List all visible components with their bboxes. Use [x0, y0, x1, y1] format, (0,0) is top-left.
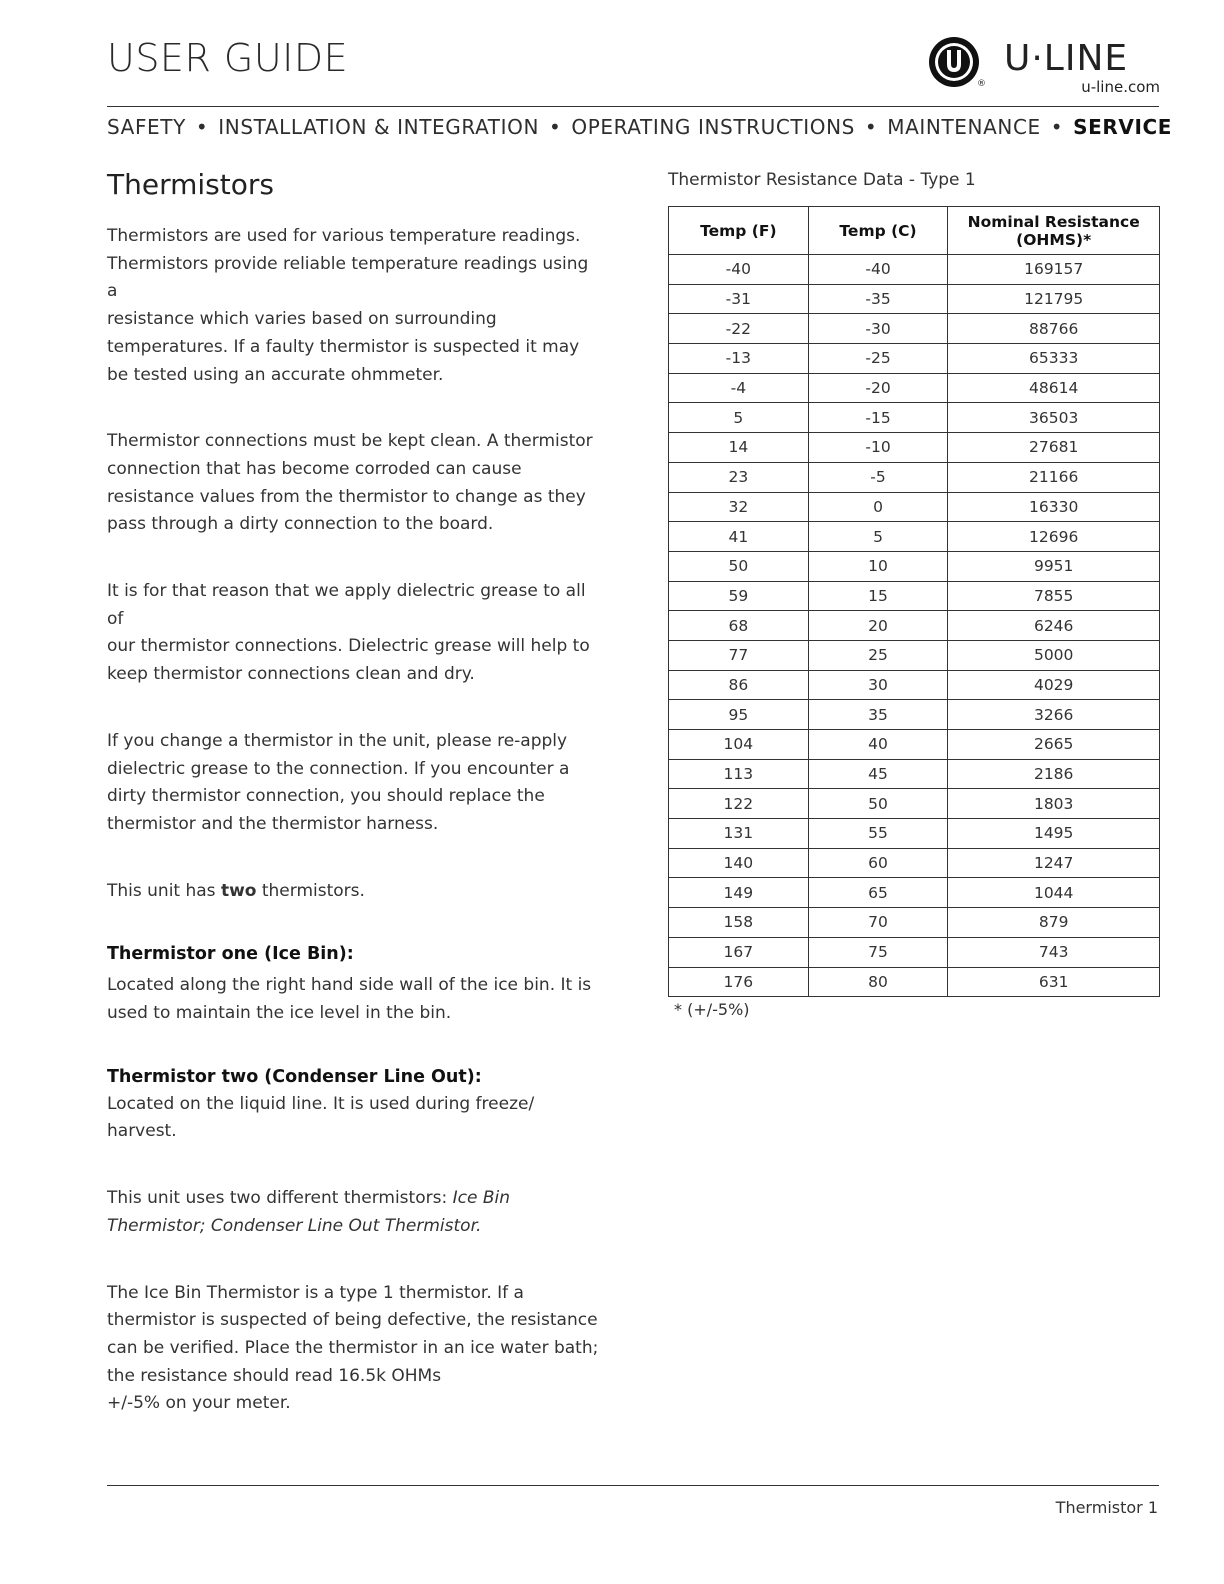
paragraph — [107, 1091, 602, 1146]
text-line: dirty thermistor connection, you should replace the — [107, 786, 545, 807]
paragraph — [107, 972, 602, 1027]
cell-temp-c: -10 — [808, 433, 948, 463]
registered-mark: ® — [977, 79, 986, 89]
cell-resistance: 1247 — [948, 848, 1160, 878]
cell-resistance: 88766 — [948, 314, 1160, 344]
paragraph — [107, 428, 602, 539]
cell-resistance: 2665 — [948, 730, 1160, 760]
cell-temp-f: 68 — [669, 611, 809, 641]
table-row — [669, 314, 1160, 344]
text-line: the resistance should read 16.5k OHMs — [107, 1365, 442, 1386]
cell-temp-c: 30 — [808, 670, 948, 700]
text-line: our thermistor connections. Dielectric grease will help to — [107, 636, 590, 657]
cell-resistance: 4029 — [948, 670, 1160, 700]
cell-temp-f: 176 — [669, 967, 809, 997]
table-footnote: * (+/-5%) — [674, 1000, 750, 1020]
cell-temp-c: -40 — [808, 255, 948, 285]
cell-temp-c: 40 — [808, 730, 948, 760]
cell-temp-c: 15 — [808, 581, 948, 611]
cell-temp-c: 0 — [808, 492, 948, 522]
table-row — [669, 255, 1160, 285]
table-row — [669, 403, 1160, 433]
cell-temp-f: -4 — [669, 373, 809, 403]
cell-resistance: 3266 — [948, 700, 1160, 730]
text-line: temperatures. If a faulty thermistor is suspected it may — [107, 336, 580, 357]
cell-temp-c: 10 — [808, 551, 948, 581]
text-span: This unit has — [107, 880, 221, 901]
logo-wordmark: U·LINE — [1004, 38, 1129, 79]
cell-temp-f: 41 — [669, 522, 809, 552]
paragraph — [107, 223, 602, 389]
table-row — [669, 937, 1160, 967]
text-line: connection that has become corroded can cause — [107, 458, 522, 479]
header-temp-f: Temp (F) — [669, 207, 809, 255]
cell-temp-c: -5 — [808, 462, 948, 492]
table-row — [669, 908, 1160, 938]
nav-item-maintenance[interactable]: MAINTENANCE — [887, 115, 1041, 139]
cell-resistance: 9951 — [948, 551, 1160, 581]
italic-text: Ice Bin — [452, 1188, 510, 1209]
text-span: This unit uses two different thermistors: — [107, 1188, 453, 1209]
cell-temp-f: 59 — [669, 581, 809, 611]
cell-resistance: 27681 — [948, 433, 1160, 463]
cell-temp-c: 20 — [808, 611, 948, 641]
table-row — [669, 670, 1160, 700]
cell-temp-f: 95 — [669, 700, 809, 730]
table-row — [669, 730, 1160, 760]
nav-separator: • — [195, 115, 209, 139]
cell-temp-f: 104 — [669, 730, 809, 760]
nav-item-service[interactable]: SERVICE — [1073, 115, 1173, 139]
header-temp-c: Temp (C) — [808, 207, 948, 255]
cell-temp-f: 140 — [669, 848, 809, 878]
table-row — [669, 492, 1160, 522]
cell-temp-f: 167 — [669, 937, 809, 967]
paragraph — [107, 578, 602, 689]
cell-temp-c: 5 — [808, 522, 948, 552]
text-line: thermistor is suspected of being defective, the resistance — [107, 1310, 598, 1331]
cell-resistance: 5000 — [948, 640, 1160, 670]
nav-item-safety[interactable]: SAFETY — [107, 115, 186, 139]
cell-resistance: 12696 — [948, 522, 1160, 552]
table-body — [669, 255, 1160, 997]
page-footer-label: Thermistor 1 — [1055, 1498, 1158, 1517]
cell-resistance: 169157 — [948, 255, 1160, 285]
cell-resistance: 631 — [948, 967, 1160, 997]
cell-resistance: 6246 — [948, 611, 1160, 641]
table-row — [669, 462, 1160, 492]
paragraph — [107, 878, 602, 906]
cell-temp-f: 113 — [669, 759, 809, 789]
text-line: dielectric grease to the connection. If you encounter a — [107, 758, 570, 779]
cell-resistance: 743 — [948, 937, 1160, 967]
cell-resistance: 121795 — [948, 284, 1160, 314]
page-title: USER GUIDE — [107, 36, 349, 80]
nav-item-installation[interactable]: INSTALLATION & INTEGRATION — [218, 115, 540, 139]
text-line: Located on the liquid line. It is used during freeze/ — [107, 1093, 535, 1114]
table-row — [669, 581, 1160, 611]
cell-temp-f: 131 — [669, 819, 809, 849]
emphasis-text: two — [220, 880, 257, 901]
section-nav — [107, 115, 1172, 139]
text-line: Located along the right hand side wall of the ice bin. It is — [107, 975, 592, 996]
table-row — [669, 611, 1160, 641]
cell-temp-f: -31 — [669, 284, 809, 314]
cell-resistance: 879 — [948, 908, 1160, 938]
text-line: resistance values from the thermistor to change as they — [107, 486, 586, 507]
table-row — [669, 819, 1160, 849]
text-line: resistance which varies based on surrounding — [107, 309, 497, 330]
table-row — [669, 344, 1160, 374]
cell-resistance: 1803 — [948, 789, 1160, 819]
cell-temp-f: 14 — [669, 433, 809, 463]
italic-text: Thermistor; Condenser Line Out Thermistor. — [107, 1215, 482, 1236]
text-span: thermistors. — [256, 880, 365, 901]
cell-temp-f: -22 — [669, 314, 809, 344]
cell-temp-f: -40 — [669, 255, 809, 285]
nav-separator: • — [864, 115, 878, 139]
text-line: keep thermistor connections clean and dry. — [107, 664, 475, 685]
cell-temp-c: 35 — [808, 700, 948, 730]
u-line-emblem-icon — [928, 36, 984, 92]
cell-temp-f: 158 — [669, 908, 809, 938]
cell-temp-f: 86 — [669, 670, 809, 700]
cell-resistance: 7855 — [948, 581, 1160, 611]
cell-temp-f: 50 — [669, 551, 809, 581]
paragraph — [107, 1185, 602, 1240]
cell-resistance: 36503 — [948, 403, 1160, 433]
table-row — [669, 522, 1160, 552]
nav-separator: • — [549, 115, 562, 139]
cell-resistance: 2186 — [948, 759, 1160, 789]
table-row — [669, 433, 1160, 463]
text-line: It is for that reason that we apply dielectric grease to all of — [107, 581, 586, 629]
text-line: The Ice Bin Thermistor is a type 1 thermistor. If a — [107, 1282, 524, 1303]
table-row — [669, 759, 1160, 789]
footer-divider — [107, 1485, 1159, 1486]
cell-temp-f: 149 — [669, 878, 809, 908]
cell-resistance: 1044 — [948, 878, 1160, 908]
cell-resistance: 21166 — [948, 462, 1160, 492]
paragraph — [107, 1280, 602, 1419]
subheading-condenser: Thermistor two (Condenser Line Out): — [107, 1066, 482, 1087]
table-row — [669, 640, 1160, 670]
header-line: (OHMS)* — [1016, 230, 1092, 249]
cell-temp-c: -25 — [808, 344, 948, 374]
text-line: thermistor and the thermistor harness. — [107, 813, 439, 834]
text-line: pass through a dirty connection to the board. — [107, 514, 494, 535]
website-link[interactable]: u-line.com — [1081, 78, 1160, 96]
text-line: +/-5% on your meter. — [107, 1393, 291, 1414]
cell-temp-c: -20 — [808, 373, 948, 403]
text-line: harvest. — [107, 1121, 177, 1142]
cell-temp-f: 32 — [669, 492, 809, 522]
table-row — [669, 284, 1160, 314]
text-line: Thermistors provide reliable temperature readings using a — [107, 253, 589, 302]
subheading-ice-bin: Thermistor one (Ice Bin): — [107, 944, 354, 965]
cell-resistance: 16330 — [948, 492, 1160, 522]
cell-temp-c: 80 — [808, 967, 948, 997]
table-row — [669, 700, 1160, 730]
nav-item-operating[interactable]: OPERATING INSTRUCTIONS — [571, 115, 855, 139]
cell-temp-f: 77 — [669, 640, 809, 670]
cell-temp-c: 45 — [808, 759, 948, 789]
section-title: Thermistors — [107, 168, 274, 201]
table-row — [669, 373, 1160, 403]
table-row — [669, 967, 1160, 997]
cell-temp-f: 23 — [669, 462, 809, 492]
cell-resistance: 65333 — [948, 344, 1160, 374]
resistance-table-section — [668, 170, 1160, 1019]
cell-temp-f: 5 — [669, 403, 809, 433]
cell-temp-c: -30 — [808, 314, 948, 344]
cell-temp-c: 65 — [808, 878, 948, 908]
cell-temp-c: 50 — [808, 789, 948, 819]
table-row — [669, 848, 1160, 878]
cell-resistance: 1495 — [948, 819, 1160, 849]
header-divider — [107, 106, 1159, 107]
header-line: Nominal Resistance — [967, 212, 1140, 231]
cell-temp-c: 70 — [808, 908, 948, 938]
cell-temp-c: 60 — [808, 848, 948, 878]
cell-temp-f: 122 — [669, 789, 809, 819]
table-row — [669, 878, 1160, 908]
table-row — [669, 551, 1160, 581]
text-line: If you change a thermistor in the unit, please re-apply — [107, 730, 568, 751]
table-row — [669, 789, 1160, 819]
cell-temp-c: -15 — [808, 403, 948, 433]
cell-resistance: 48614 — [948, 373, 1160, 403]
text-line: Thermistor connections must be kept clean. A thermistor — [107, 431, 593, 452]
cell-temp-c: 75 — [808, 937, 948, 967]
article-body — [107, 168, 602, 1418]
cell-temp-c: 25 — [808, 640, 948, 670]
header-resistance — [948, 207, 1160, 255]
cell-temp-c: 55 — [808, 819, 948, 849]
text-line: Thermistors are used for various temperature readings. — [107, 226, 581, 246]
nav-separator: • — [1050, 115, 1064, 139]
table-header-row — [669, 207, 1160, 255]
resistance-table — [668, 206, 1160, 997]
table-caption: Thermistor Resistance Data - Type 1 — [668, 170, 976, 190]
paragraph — [107, 728, 602, 839]
text-line: be tested using an accurate ohmmeter. — [107, 364, 444, 385]
text-line: used to maintain the ice level in the bin. — [107, 1003, 452, 1024]
cell-temp-f: -13 — [669, 344, 809, 374]
text-line: can be verified. Place the thermistor in an ice water bath; — [107, 1337, 599, 1358]
cell-temp-c: -35 — [808, 284, 948, 314]
